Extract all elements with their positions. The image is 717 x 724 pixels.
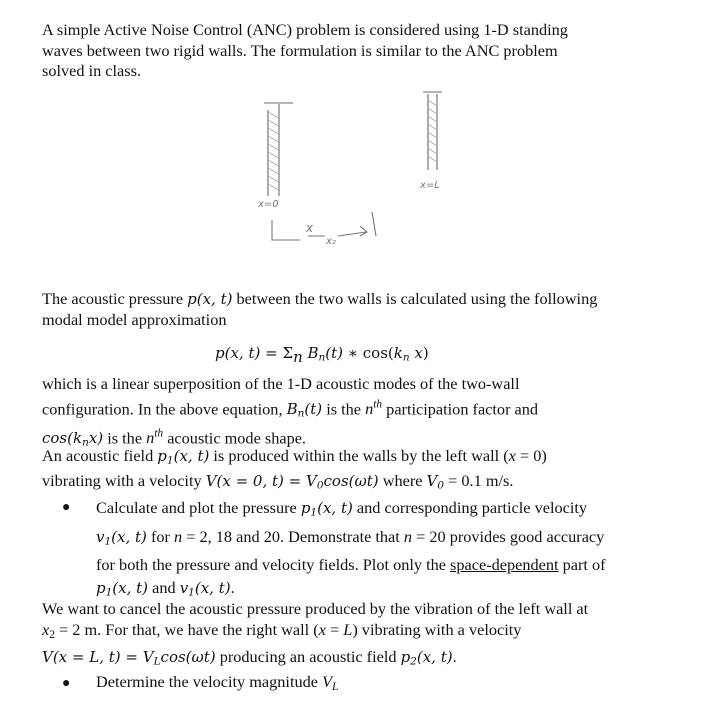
modal-equation: p(x, $t) = \Sigma_n$ $B_n(t)$ ∗ $\cos(k_n$ x): [215, 344, 429, 366]
bullet-2-marker: ●: [62, 676, 71, 691]
pressure-text-line2: modal model approximation: [42, 309, 227, 329]
two-wall-sketch: [0, 0, 717, 290]
b1-l2-c: = 2, 18 and 20. Demonstrate that: [182, 526, 404, 546]
pressure-paragraph: [42, 289, 597, 330]
field-line1-c: ): [541, 446, 547, 465]
explain-line1: which is a linear superposition of the 1-D acoustic modes of the two-wall: [42, 374, 520, 393]
right-wall: [423, 92, 442, 170]
explain-paragraph: which is a linear superposition of the 1-D acoustic modes of the two-wall configuration. In the above equation, $B_n(t)$ is the $n^{th}$ participation factor and $\cos(k_nx)$ is the $n^{th}$ acoustic mode shape.: [42, 374, 539, 449]
b1-l2-d: = 20 provides good accuracy: [412, 526, 605, 546]
axis-arrows: [272, 212, 376, 240]
x2-label: x₂: [326, 236, 336, 247]
cancel-paragraph: We want to cancel the acoustic pressure produced by the vibration of the left wall at $x_2 = 2$ m. For that, we have the right wall (x = L) vibrating with a velocity V(x = L, $t) = V_L\cos(\omega t)$ producing an acoustic field $p_2(x$, t).: [42, 599, 589, 668]
bullet-1-text: Calculate and plot the pressure $p_1(x$, t) and corresponding particle velocity $v_1(x$, t) for n = 2, 18 and 20. Demonstrate that n = 20 provides good accuracy for both the pressure and velocity fields. Plot only the space-dependent part of $p_1(x$, t) and $v_1(x$, t).: [96, 498, 606, 599]
explain-line3-b: is the: [103, 428, 147, 448]
field-line2-b: where: [378, 471, 427, 491]
intro-line-2: waves between two rigid walls. The formulation is similar to the ANC problem: [42, 40, 558, 60]
cancel-line2-b: = 2 m. For that, we have the right wall (: [54, 620, 319, 639]
explain-line3-c: acoustic mode shape.: [163, 428, 307, 448]
b1-l3-c: part of: [558, 555, 606, 575]
field-line1-a: An acoustic field: [42, 446, 158, 465]
left-wall-label: x=0: [258, 199, 279, 210]
b1-l1-a: Calculate and plot the pressure: [96, 498, 301, 517]
b1-l4-c: .: [230, 578, 235, 598]
intro-line-3: solved in class.: [42, 61, 142, 80]
x-axis-label: x: [306, 221, 314, 235]
b2-text: Determine the velocity magnitude: [96, 672, 323, 691]
pressure-text-b: between the two walls is calculated using the following: [232, 289, 598, 308]
b1-l1-b: and corresponding particle velocity: [352, 498, 588, 517]
field-line2-c: m/s.: [481, 471, 514, 491]
b1-l3-a: for both the pressure and velocity fields. Plot only the: [96, 555, 451, 575]
field-paragraph: An acoustic field $p_1(x$, t) is produced within the walls by the left wall (x = 0) vibrating with a velocity V(x = 0, $t) = V_0\cos(\omega t)$ where $V_0 = 0.1$ m/s.: [42, 446, 547, 492]
explain-line2-b: is the: [322, 398, 366, 418]
math-pxt: p(x, t): [187, 290, 233, 308]
bullet-1-marker: ●: [62, 500, 71, 515]
b1-l3-underlined: space-dependent: [450, 555, 559, 575]
field-line1-b: is produced within the walls by the left wall (: [209, 446, 509, 465]
explain-line2-c: participation factor and: [382, 398, 539, 418]
cancel-line3-b: producing an acoustic field: [215, 646, 401, 666]
cancel-line1: We want to cancel the acoustic pressure produced by the vibration of the left wall at: [42, 599, 589, 618]
cancel-line2-c: ) vibrating with a velocity: [352, 620, 522, 639]
bullet-2-text: Determine the velocity magnitude $V_L$: [96, 672, 339, 693]
explain-line2-a: configuration. In the above equation,: [42, 398, 287, 418]
left-wall: [264, 103, 293, 196]
field-line2-a: vibrating with a velocity: [42, 471, 206, 491]
b1-l2-b: for: [146, 526, 175, 546]
intro-line-1: A simple Active Noise Control (ANC) problem is considered using 1-D standing: [42, 20, 568, 39]
right-wall-label: x=L: [420, 180, 440, 191]
pressure-text-a: The acoustic pressure: [42, 289, 188, 308]
b1-l4-b: and: [148, 578, 180, 598]
